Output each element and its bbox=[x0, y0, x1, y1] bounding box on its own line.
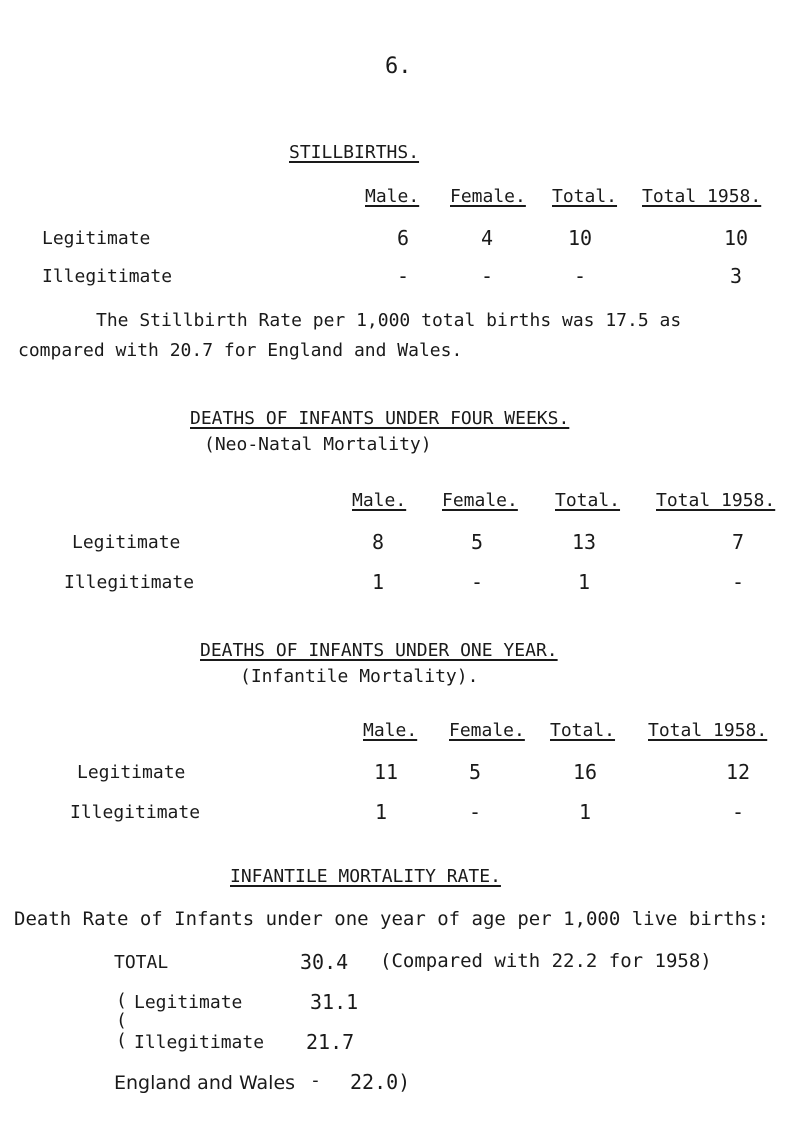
bracket-open: ( bbox=[116, 1030, 127, 1051]
cell-male: 1 bbox=[371, 570, 385, 594]
col-female: Female. bbox=[450, 186, 526, 207]
col-total-1958: Total 1958. bbox=[656, 490, 776, 511]
rate-legitimate-label: Legitimate bbox=[134, 992, 243, 1013]
infantile-subheading: (Infantile Mortality). bbox=[240, 666, 479, 687]
cell-female: 5 bbox=[468, 760, 482, 784]
rate-heading: INFANTILE MORTALITY RATE. bbox=[230, 866, 501, 887]
cell-male: 11 bbox=[373, 760, 399, 784]
cell-female: 4 bbox=[480, 226, 494, 250]
row-label: Legitimate bbox=[42, 228, 151, 249]
col-total-1958: Total 1958. bbox=[648, 720, 768, 741]
row-label: Illegitimate bbox=[70, 802, 201, 823]
infantile-heading: DEATHS OF INFANTS UNDER ONE YEAR. bbox=[200, 640, 558, 661]
col-female: Female. bbox=[449, 720, 525, 741]
cell-female: 5 bbox=[470, 530, 484, 554]
stillbirth-rate-note-line1: The Stillbirth Rate per 1,000 total births was 17.5 as bbox=[96, 310, 682, 331]
col-total: Total. bbox=[550, 720, 616, 741]
neonatal-heading: DEATHS OF INFANTS UNDER FOUR WEEKS. bbox=[190, 408, 570, 429]
stillbirths-heading: STILLBIRTHS. bbox=[289, 142, 420, 163]
rate-england-wales-label: England and Wales bbox=[114, 1072, 296, 1094]
rate-legitimate-value: 31.1 bbox=[310, 990, 359, 1014]
bracket-open: ( bbox=[116, 1010, 127, 1031]
row-label: Legitimate bbox=[72, 532, 181, 553]
cell-total-1958: 12 bbox=[725, 760, 751, 784]
cell-total: 10 bbox=[567, 226, 593, 250]
cell-total-1958: 10 bbox=[723, 226, 749, 250]
cell-female: - bbox=[480, 264, 494, 288]
col-male: Male. bbox=[365, 186, 420, 207]
cell-male: 8 bbox=[371, 530, 385, 554]
cell-female: - bbox=[470, 570, 484, 594]
rate-total-label: TOTAL bbox=[114, 952, 169, 973]
rate-england-wales-value: 22.0) bbox=[350, 1070, 411, 1094]
stillbirth-rate-note-line2: compared with 20.7 for England and Wales. bbox=[18, 340, 463, 361]
cell-total-1958: 3 bbox=[729, 264, 743, 288]
row-label: Illegitimate bbox=[64, 572, 195, 593]
cell-total-1958: - bbox=[731, 570, 745, 594]
neonatal-subheading: (Neo-Natal Mortality) bbox=[204, 434, 432, 455]
col-total-1958: Total 1958. bbox=[642, 186, 762, 207]
col-total: Total. bbox=[552, 186, 618, 207]
row-label: Illegitimate bbox=[42, 266, 173, 287]
cell-male: - bbox=[396, 264, 410, 288]
rate-illegitimate-value: 21.7 bbox=[306, 1030, 355, 1054]
rate-total-value: 30.4 bbox=[300, 950, 349, 974]
cell-total: 1 bbox=[578, 800, 592, 824]
cell-total-1958: 7 bbox=[731, 530, 745, 554]
cell-male: 6 bbox=[396, 226, 410, 250]
cell-total-1958: - bbox=[731, 800, 745, 824]
col-total: Total. bbox=[555, 490, 621, 511]
cell-male: 1 bbox=[374, 800, 388, 824]
page-number: 6. bbox=[385, 54, 412, 79]
row-label: Legitimate bbox=[77, 762, 186, 783]
col-female: Female. bbox=[442, 490, 518, 511]
cell-total: 13 bbox=[571, 530, 597, 554]
bracket-open: ( bbox=[116, 990, 127, 1011]
col-male: Male. bbox=[363, 720, 418, 741]
rate-total-note: (Compared with 22.2 for 1958) bbox=[380, 950, 712, 972]
cell-total: - bbox=[573, 264, 587, 288]
cell-total: 16 bbox=[572, 760, 598, 784]
cell-female: - bbox=[468, 800, 482, 824]
cell-total: 1 bbox=[577, 570, 591, 594]
rate-intro: Death Rate of Infants under one year of age per 1,000 live births: bbox=[14, 908, 769, 930]
rate-england-wales-dash: - bbox=[310, 1070, 321, 1091]
rate-illegitimate-label: Illegitimate bbox=[134, 1032, 265, 1053]
col-male: Male. bbox=[352, 490, 407, 511]
